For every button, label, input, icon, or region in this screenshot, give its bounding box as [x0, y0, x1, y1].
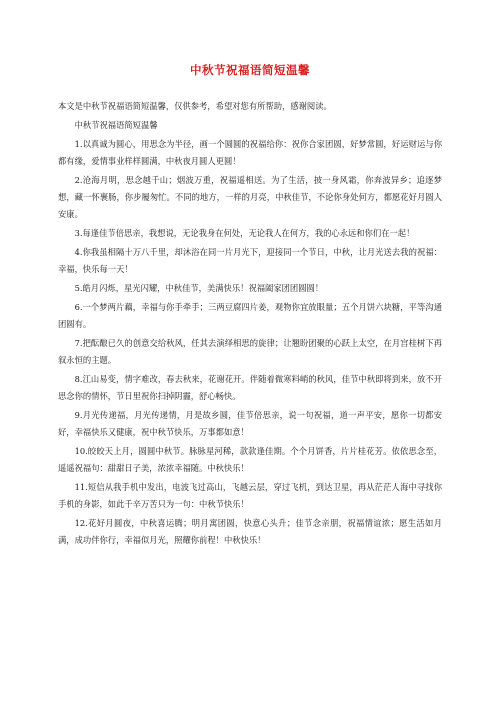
list-item: 8.江山易变，情字难改，春去秋来，花谢花开。伴随着微寒料峭的秋风，佳节中秋即将到来，放不开思念你的情怀，节日里祝你扫掉阴霾，舒心畅快。	[58, 374, 442, 401]
list-item: 10.皎皎天上月，圆圆中秋节。脉脉星河稀，款款逢佳期。个个月饼香，片片桂花芳。依依思念至，遥遥祝福句：甜甜日子美，浓浓幸福随。中秋快乐！	[58, 446, 442, 473]
document-title: 中秋节祝福语简短温馨	[190, 63, 310, 77]
list-item: 4.你我虽相隔十万八千里，却沐浴在同一片月光下，迎接同一个节日，中秋，让月光送去我的祝福：幸福，快乐每一天！	[58, 247, 442, 274]
list-item: 1.以真诚为圆心，用思念为半径，画一个圆圆的祝福给你：祝你合家团圆，好梦常圆，好运财运与你都有缘，爱情事业样样圆满，中秋夜月圆人更圆！	[58, 139, 442, 166]
list-item: 7.把酝酿已久的创意交给秋风，任其去演绎相思的旋律；让翘盼团聚的心跃上太空，在月宫桂树下再叙永恒的主题。	[58, 338, 442, 365]
list-item: 11.短信从我手机中发出，电波飞过高山，飞越云层，穿过飞机，到达卫星，再从茫茫人海中寻找你手机的身影，如此千辛万苦只为一句：中秋节快乐！	[58, 482, 442, 509]
section-heading: 中秋节祝福语简短温馨	[74, 120, 158, 130]
list-item: 6.一个梦两片藕，幸福与你手牵手；三两豆腐四片姜，观物你宜放眼量；五个月饼六块糖，平等沟通团圆有。	[58, 302, 442, 329]
list-item: 3.每逢佳节倍思亲，我想说，无论我身在何处，无论我人在何方，我的心永远和你们在一起！	[74, 228, 415, 238]
list-item: 2.沧海月明，思念越千山；烟波万重，祝福遥相送。为了生活，披一身风霜，你奔波异乡；追逐梦想，藏一怀裹肠，你步履匆忙。不同的地方，一样的月亮，中秋佳节，不论你身处何方，都愿花好月圆人安康。	[58, 175, 442, 219]
intro-paragraph: 本文是中秋节祝福语简短温馨，仅供参考，希望对您有所帮助，感谢阅读。	[58, 101, 332, 111]
list-item: 12.花好月圆夜，中秋喜运腾；明月寓团圆，快意心头升；佳节念亲朋，祝福情谊浓；愿生活如月满，成功伴你行，幸福似月光，照耀你前程！中秋快乐！	[58, 518, 442, 545]
document-page	[58, 62, 442, 551]
list-item: 5.皓月闪烁，星光闪耀，中秋佳节，美满快乐！祝福阖家团团圆圆！	[74, 283, 324, 293]
list-item: 9.月光传递福，月光传递情，月是故乡圆，佳节倍思亲，说一句祝福，道一声平安，愿你一切都安好，幸福快乐又健康，祝中秋节快乐，万事都如意！	[58, 410, 442, 437]
